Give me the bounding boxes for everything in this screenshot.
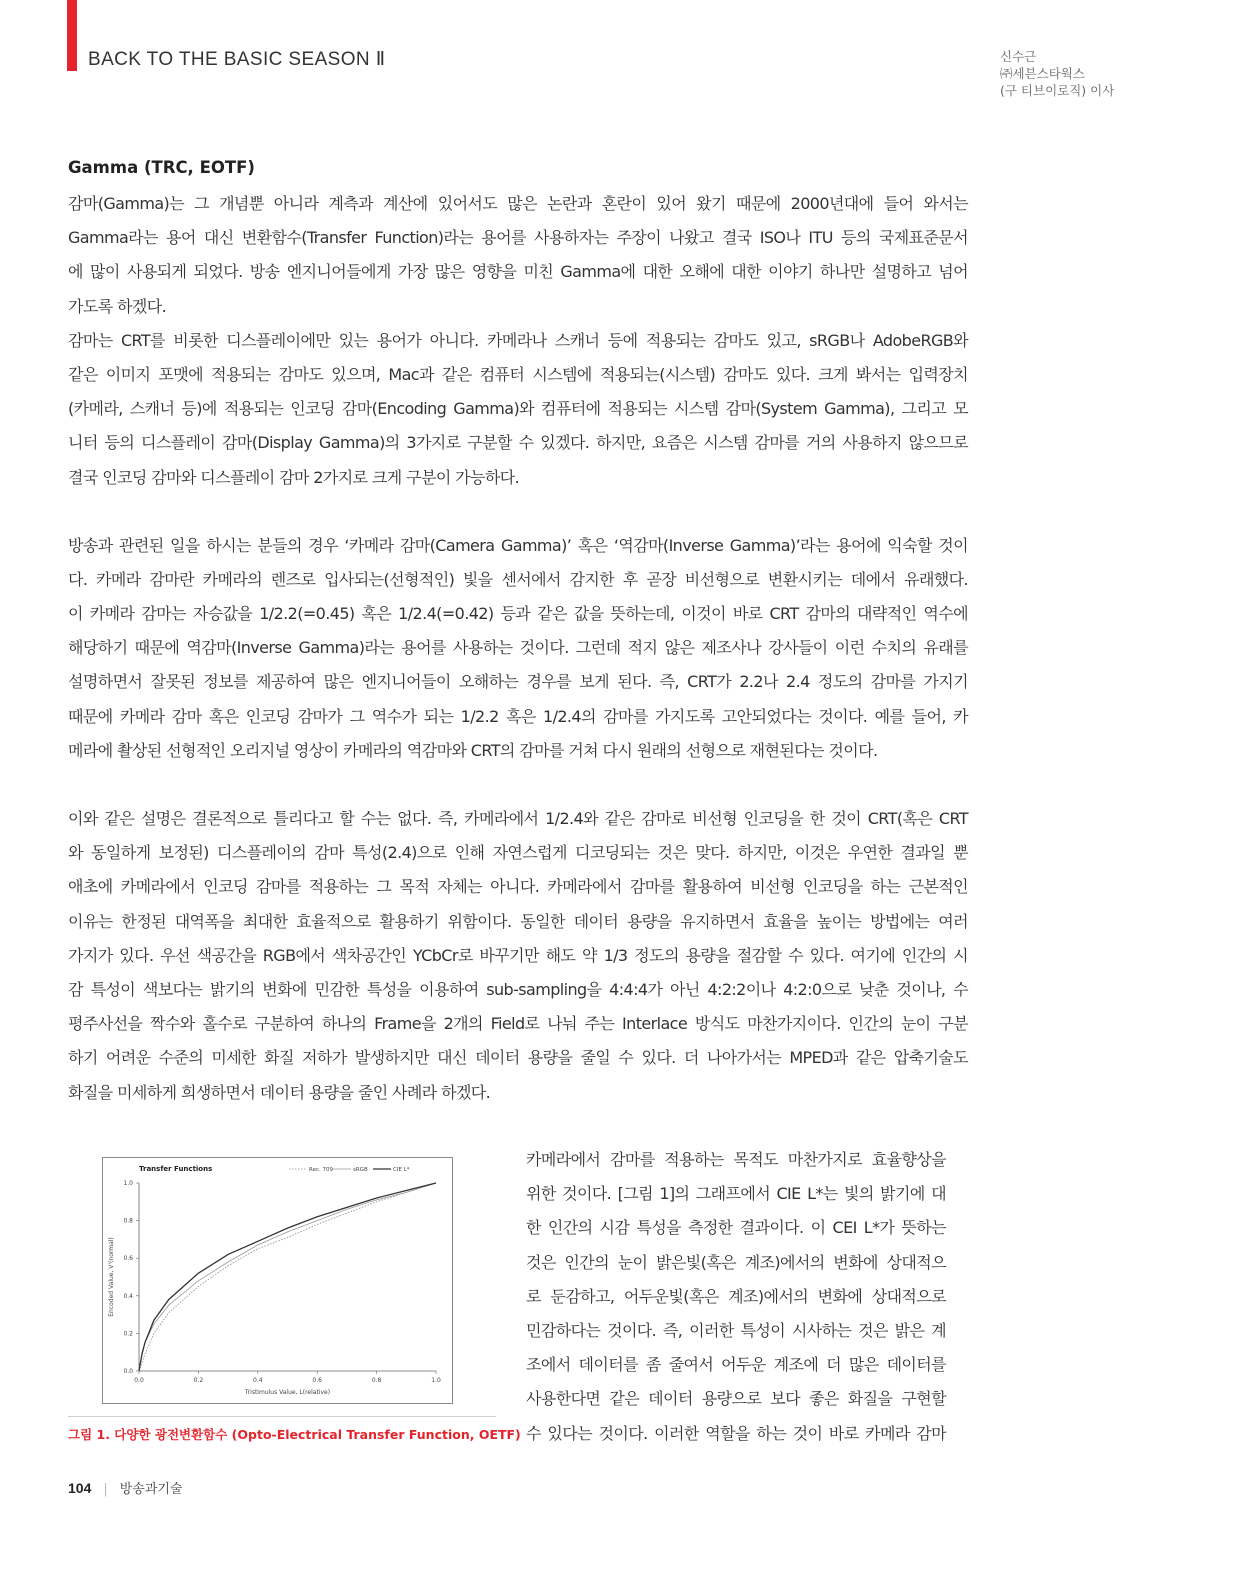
body-line: 감마(Gamma)는 그 개념뿐 아니라 계측과 계산에 있어서도 많은 논란과 혼란이 있어 왔기 때문에 2000년대에 들어 와서는 <box>68 194 968 213</box>
body-line: 하기 어려운 수준의 미세한 화질 저하가 발생하지만 대신 데이터 용량을 줄일 수 있다. 더 나아가서는 MPED과 같은 압축기술도 <box>68 1048 968 1068</box>
header-accent-bar <box>67 0 77 71</box>
legend-label: CIE L* <box>393 1167 410 1173</box>
body-line: 메라에 촬상된 선형적인 오리지널 영상이 카메라의 역감마와 CRT의 감마를 거쳐 다시 원래의 선형으로 재현된다는 것이다. <box>68 740 878 760</box>
column2-line: 로 둔감하고, 어두운빛(혹은 계조)에서의 변화에 상대적으로 <box>526 1286 946 1306</box>
column2-line: 민감하다는 것이다. 즉, 이러한 특성이 시사하는 것은 밝은 계 <box>526 1320 946 1340</box>
y-tick-label: 0.2 <box>123 1330 133 1338</box>
body-line: 같은 이미지 포맷에 적용되는 감마도 있으며, Mac과 같은 컴퓨터 시스템에 적용되는(시스템) 감마도 있다. 크게 봐서는 입력장치 <box>68 364 968 384</box>
paragraph-gap <box>68 768 968 802</box>
body-line: 방송과 관련된 일을 하시는 분들의 경우 ‘카메라 감마(Camera Gamma)’ 혹은 ‘역감마(Inverse Gamma)’라는 용어에 익숙할 것이 <box>68 535 968 555</box>
author-name: 신수근 <box>1000 49 1037 64</box>
chart-svg <box>103 1158 452 1403</box>
column2-line: 한 인간의 시감 특성을 측정한 결과이다. 이 CEI L*가 뜻하는 <box>526 1218 946 1238</box>
x-tick-label: 0.2 <box>193 1377 204 1384</box>
figure-caption: 그림 1. 다양한 광전변환함수 (Opto-Electrical Transfer Function, OETF) <box>68 1427 521 1442</box>
author-block <box>1000 48 1114 99</box>
body-line: Gamma라는 용어 대신 변환함수(Transfer Function)라는 용어를 사용하자는 주장이 나왔고 결국 ISO나 ITU 등의 국제표준문서 <box>68 228 968 248</box>
column2-line: 것은 인간의 눈이 밝은빛(혹은 계조)에서의 변화에 상대적으 <box>526 1252 946 1272</box>
column2-line: 위한 것이다. [그림 1]의 그래프에서 CIE L*는 빛의 밝기에 대 <box>526 1184 946 1204</box>
author-company: ㈜세븐스타웍스 <box>1000 66 1085 81</box>
second-column-text <box>526 1143 946 1451</box>
author-role: (구 티브이로직) 이사 <box>1000 83 1115 98</box>
body-paragraph <box>68 802 968 1110</box>
page-number: 104 <box>68 1480 92 1496</box>
column2-line: 수 있다는 것이다. 이러한 역할을 하는 것이 바로 카메라 감마 <box>526 1423 946 1443</box>
y-tick-label: 0.6 <box>123 1255 133 1263</box>
magazine-name: 방송과기술 <box>119 1482 183 1497</box>
legend-label: Rec. 709 <box>309 1167 333 1173</box>
body-line: 가도록 하겠다. <box>68 296 167 316</box>
y-tick-label: 1.0 <box>123 1180 133 1187</box>
column2-line: 사용한다면 같은 데이터 용량으로 보다 좋은 화질을 구현할 <box>526 1389 946 1409</box>
x-tick-label: 0.8 <box>371 1377 382 1384</box>
body-line: (카메라, 스캐너 등)에 적용되는 인코딩 감마(Encoding Gamma)와 컴퓨터에 적용되는 시스템 감마(System Gamma), 그리고 모 <box>68 399 968 419</box>
transfer-functions-chart <box>102 1157 453 1404</box>
body-line: 평주사선을 짝수와 홀수로 구분하여 하나의 Frame을 2개의 Field로 나눠 주는 Interlace 방식도 마찬가지이다. 인간의 눈이 구분 <box>68 1014 968 1034</box>
body-line: 이와 같은 설명은 결론적으로 틀리다고 할 수는 없다. 즉, 카메라에서 1/2.4와 같은 감마로 비선형 인코딩을 한 것이 CRT(혹은 CRT <box>68 809 968 828</box>
x-tick-label: 0.0 <box>134 1377 144 1384</box>
section-title: Gamma (TRC, EOTF) <box>68 158 255 177</box>
series-line-cie-l <box>139 1183 436 1371</box>
body-paragraph <box>68 324 968 495</box>
x-tick-label: 0.6 <box>312 1377 322 1384</box>
body-line: 이 카메라 감마는 자승값을 1/2.2(=0.45) 혹은 1/2.4(=0.42) 등과 같은 값을 뜻하는데, 이것이 바로 CRT 감마의 대략적인 역수에 <box>68 604 968 624</box>
y-tick-label: 0.4 <box>123 1292 133 1300</box>
body-line: 해당하기 때문에 역감마(Inverse Gamma)라는 용어를 사용하는 것이다. 그런데 적지 않은 제조사나 강사들이 이런 수치의 유래를 <box>68 638 968 658</box>
series-line-srgb <box>139 1183 436 1371</box>
caption-divider <box>68 1416 496 1417</box>
body-line: 결국 인코딩 감마와 디스플레이 감마 2가지로 크게 구분이 가능하다. <box>68 467 520 487</box>
body-line: 설명하면서 잘못된 정보를 제공하여 많은 엔지니어들이 오해하는 경우를 보게 된다. 즉, CRT가 2.2나 2.4 정도의 감마를 가지기 <box>68 672 968 692</box>
body-line: 이유는 한정된 대역폭을 최대한 효율적으로 활용하기 위함이다. 동일한 데이터 용량을 유지하면서 효율을 높이는 방법에는 여러 <box>68 911 968 931</box>
series-line-rec-709 <box>139 1183 436 1371</box>
footer-separator: | <box>103 1482 108 1497</box>
body-paragraph <box>68 187 968 324</box>
x-tick-label: 1.0 <box>431 1377 441 1384</box>
body-line: 감 특성이 색보다는 밝기의 변화에 민감한 특성을 이용하여 sub-sampling을 4:4:4가 아닌 4:2:2이나 4:2:0으로 낮춘 것이나, 수 <box>68 979 968 999</box>
body-line: 니터 등의 디스플레이 감마(Display Gamma)의 3가지로 구분할 수 있겠다. 하지만, 요즘은 시스템 감마를 거의 사용하지 않으므로 <box>68 433 968 453</box>
body-line: 화질을 미세하게 희생하면서 데이터 용량을 줄인 사례라 하겠다. <box>68 1082 491 1102</box>
body-paragraph <box>68 529 968 768</box>
chart-title: Transfer Functions <box>139 1165 213 1173</box>
body-line: 가지가 있다. 우선 색공간을 RGB에서 색차공간인 YCbCr로 바꾸기만 해도 약 1/3 정도의 용량을 절감할 수 있다. 여기에 인간의 시 <box>68 945 968 965</box>
body-line: 애초에 카메라에서 인코딩 감마를 적용하는 그 목적 자체는 아니다. 카메라에서 감마를 활용하여 비선형 인코딩을 하는 근본적인 <box>68 877 968 897</box>
body-line: 감마는 CRT를 비롯한 디스플레이에만 있는 용어가 아니다. 카메라나 스캐너 등에 적용되는 감마도 있고, sRGB나 AdobeRGB와 <box>68 330 968 350</box>
x-axis-label: Tristimulus Value, L(relative) <box>244 1389 331 1396</box>
y-tick-label: 0.0 <box>123 1368 133 1375</box>
y-axis-label: Encoded Value, V'(normal) <box>108 1237 115 1317</box>
body-line: 와 동일하게 보정된) 디스플레이의 감마 특성(2.4)으로 인해 자연스럽게 디코딩되는 것은 맞다. 하지만, 이것은 우연한 결과일 뿐 <box>68 843 968 863</box>
page-footer <box>68 1478 183 1497</box>
y-tick-label: 0.8 <box>123 1217 133 1225</box>
series-title: BACK TO THE BASIC SEASON Ⅱ <box>88 49 386 70</box>
article-body <box>68 187 968 1110</box>
body-line: 때문에 카메라 감마 혹은 인코딩 감마가 그 역수가 되는 1/2.2 혹은 1/2.4의 감마를 가지도록 고안되었다는 것이다. 예를 들어, 카 <box>68 706 968 726</box>
column2-line: 카메라에서 감마를 적용하는 목적도 마찬가지로 효율향상을 <box>526 1150 946 1169</box>
body-line: 다. 카메라 감마란 카메라의 렌즈로 입사되는(선형적인) 빛을 센서에서 감지한 후 곧장 비선형으로 변환시키는 데에서 유래했다. <box>68 569 968 589</box>
paragraph-gap <box>68 495 968 529</box>
column2-line: 조에서 데이터를 좀 줄여서 어두운 계조에 더 많은 데이터를 <box>526 1355 946 1375</box>
legend-label: sRGB <box>353 1167 368 1173</box>
body-line: 에 많이 사용되게 되었다. 방송 엔지니어들에게 가장 많은 영향을 미친 Gamma에 대한 오해에 대한 이야기 하나만 설명하고 넘어 <box>68 262 968 282</box>
x-tick-label: 0.4 <box>253 1377 263 1384</box>
